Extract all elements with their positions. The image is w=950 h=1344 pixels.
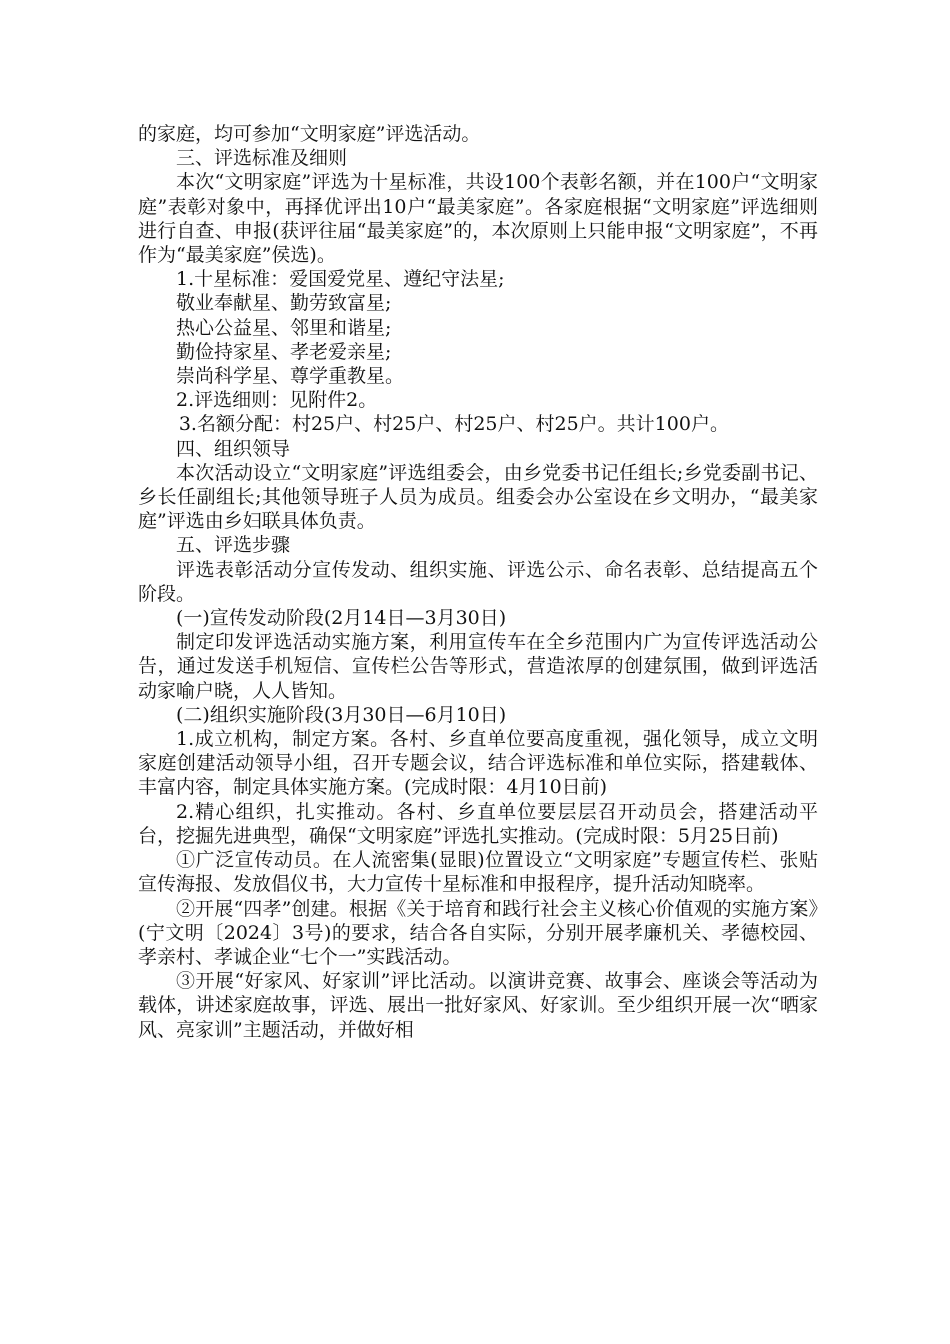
heading-section-4: 四、组织领导 — [176, 437, 291, 460]
paragraph-stage-2-item-1: 1.成立机构，制定方案。各村、乡直单位要高度重视，强化领导，成立文明家庭创建活动领导小组，召开专题会议，结合评选标准和单位实际，搭建载体、丰富内容，制定具体实施方案。(完成时限：4月10日前) — [138, 728, 818, 799]
paragraph-standard: 本次“文明家庭”评选为十星标准，共设100个表彰名额，并在100户“文明家庭”表彰对象中，再择优评出10户“最美家庭”。各家庭根据“文明家庭”评选细则进行自查、申报(获评往届“最美家庭”的，本次原则上只能申报“文明家庭”，不再作为“最美家庭”侯选)。 — [138, 171, 818, 267]
paragraph-activity-1: ①广泛宣传动员。在人流密集(显眼)位置设立“文明家庭”专题宣传栏、张贴宣传海报、发放倡仪书，大力宣传十星标准和申报程序，提升活动知晓率。 — [138, 849, 818, 896]
list-item-rules: 2.评选细则：见附件2。 — [176, 389, 378, 412]
paragraph-stage-1: 制定印发评选活动实施方案，利用宣传车在全乡范围内广为宣传评选活动公告，通过发送手机短信、宣传栏公告等形式，营造浓厚的创建氛围，做到评选活动家喻户晓，人人皆知。 — [138, 631, 818, 702]
paragraph-continuation: 的家庭，均可参加“文明家庭”评选活动。 — [138, 123, 481, 145]
paragraph-stages: 评选表彰活动分宣传发动、组织实施、评选公示、命名表彰、总结提高五个阶段。 — [138, 558, 818, 605]
paragraph-organization: 本次活动设立“文明家庭”评选组委会，由乡党委书记任组长;乡党委副书记、乡长任副组长;其他领导班子人员为成员。组委会办公室设在乡文明办，“最美家庭”评选由乡妇联具体负责。 — [138, 461, 818, 533]
paragraph-activity-2: ②开展“四孝”创建。根据《关于培育和践行社会主义核心价值观的实施方案》(宁文明〔2024〕3号)的要求，结合各自实际，分别开展孝廉机关、孝德校园、孝亲村、孝诚企业“七个一”实践活动。 — [138, 897, 818, 968]
heading-stage-1: (一)宣传发动阶段(2月14日—3月30日) — [176, 607, 507, 630]
paragraph-activity-3: ③开展“好家风、好家训”评比活动。以演讲竞赛、故事会、座谈会等活动为载体，讲述家庭故事，评选、展出一批好家风、好家训。至少组织开展一次“晒家风、亮家训”主题活动，并做好相 — [138, 970, 818, 1041]
list-item-stars-5: 崇尚科学星、尊学重教星。 — [176, 365, 405, 388]
paragraph-stage-2-item-2: 2.精心组织，扎实推动。各村、乡直单位要层层召开动员会，搭建活动平台，挖掘先进典型，确保“文明家庭”评选扎实推动。(完成时限：5月25日前) — [138, 800, 818, 847]
heading-section-3: 三、评选标准及细则 — [176, 147, 348, 170]
list-item-stars-3: 热心公益星、邻里和谐星; — [176, 316, 392, 339]
list-item-quota: 3.名额分配：村25户、村25户、村25户、村25户。共计100户。 — [178, 413, 729, 436]
list-item-ten-stars: 1.十星标准：爱国爱党星、遵纪守法星; — [176, 268, 505, 291]
heading-stage-2: (二)组织实施阶段(3月30日—6月10日) — [176, 703, 507, 726]
document-body — [138, 122, 818, 1042]
list-item-stars-4: 勤俭持家星、孝老爱亲星; — [176, 340, 392, 363]
heading-section-5: 五、评选步骤 — [176, 534, 291, 557]
list-item-stars-2: 敬业奉献星、勤劳致富星; — [176, 292, 392, 315]
